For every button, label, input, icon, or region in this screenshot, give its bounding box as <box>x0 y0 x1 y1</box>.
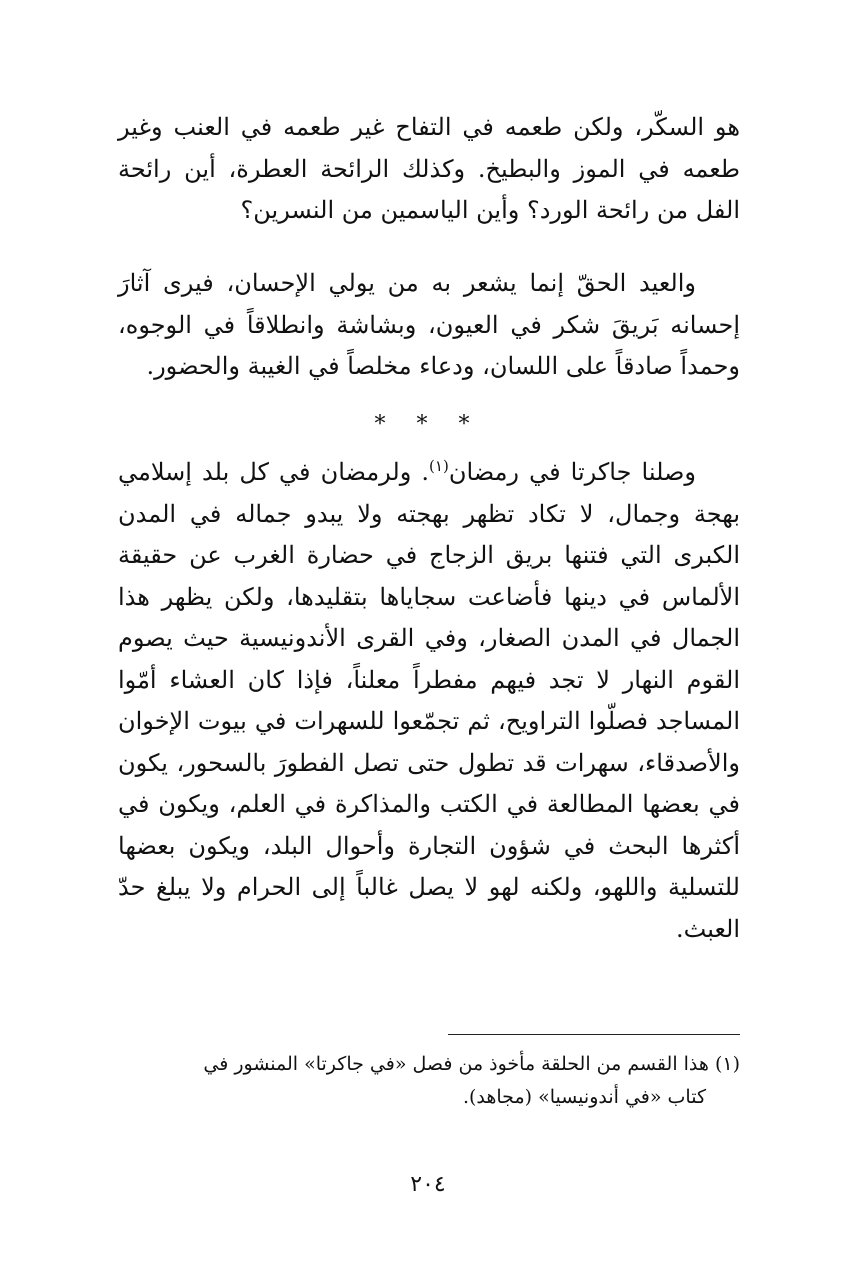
paragraph-3-start: وصلنا جاكرتا في رمضان <box>448 458 696 486</box>
footnote-reference[interactable]: (١) <box>429 457 449 475</box>
footnote-divider <box>448 1034 740 1035</box>
paragraph-1: هو السكّر، ولكن طعمه في التفاح غير طعمه في العنب وغير طعمه في الموز والبطيخ. وكذلك الرائحة العطرة، أين رائحة الفل من رائحة الورد؟ وأين الياسمين من النسرين؟ <box>118 113 740 224</box>
page-number: ٢٠٤ <box>410 1172 446 1197</box>
paragraph-2 <box>118 263 740 388</box>
section-separator: * * * <box>374 412 482 437</box>
footnote <box>118 1048 740 1114</box>
paragraph-3 <box>118 452 740 950</box>
paragraph-2-text: والعيد الحقّ إنما يشعر به من يولي الإحسان، فيرى آثارَ إحسانه بَريقَ شكر في العيون، وبشاشة وانطلاقاً في الوجوه، وحمداً صادقاً على اللسان، ودعاء مخلصاً في الغيبة والحضور. <box>118 269 740 380</box>
footnote-line-1: (١) هذا القسم من الحلقة مأخوذ من فصل «في جاكرتا» المنشور في <box>203 1053 740 1075</box>
paragraph-3-rest: . ولرمضان في كل بلد إسلامي بهجة وجمال، لا تكاد تظهر بهجته ولا يبدو جماله في المدن الكبرى التي فتنها بريق الزجاج في حضارة الغرب عن حقيقة الألماس في دينها فأضاعت سجاياها بتقليدها، ولكن يظهر هذا الجمال في المدن الصغار، وفي القرى الأندونيسية حيث يصوم القوم النهار لا تجد فيهم مفطراً معلناً، فإذا كان العشاء أمّوا المساجد فصلّوا التراويح، ثم تجمّعوا للسهرات في بيوت الإخوان والأصدقاء، سهرات قد تطول حتى تصل الفطورَ بالسحور، يكون في بعضها المطالعة في الكتب والمذاكرة في العلم، ويكون في أكثرها البحث في شؤون التجارة وأحوال البلد، ويكون بعضها للتسلية واللهو، ولكنه لهو لا يصل غالباً إلى الحرام ولا يبلغ حدّ العبث. <box>118 458 741 943</box>
footnote-line-2: كتاب «في أندونيسيا» (مجاهد). <box>462 1086 706 1108</box>
